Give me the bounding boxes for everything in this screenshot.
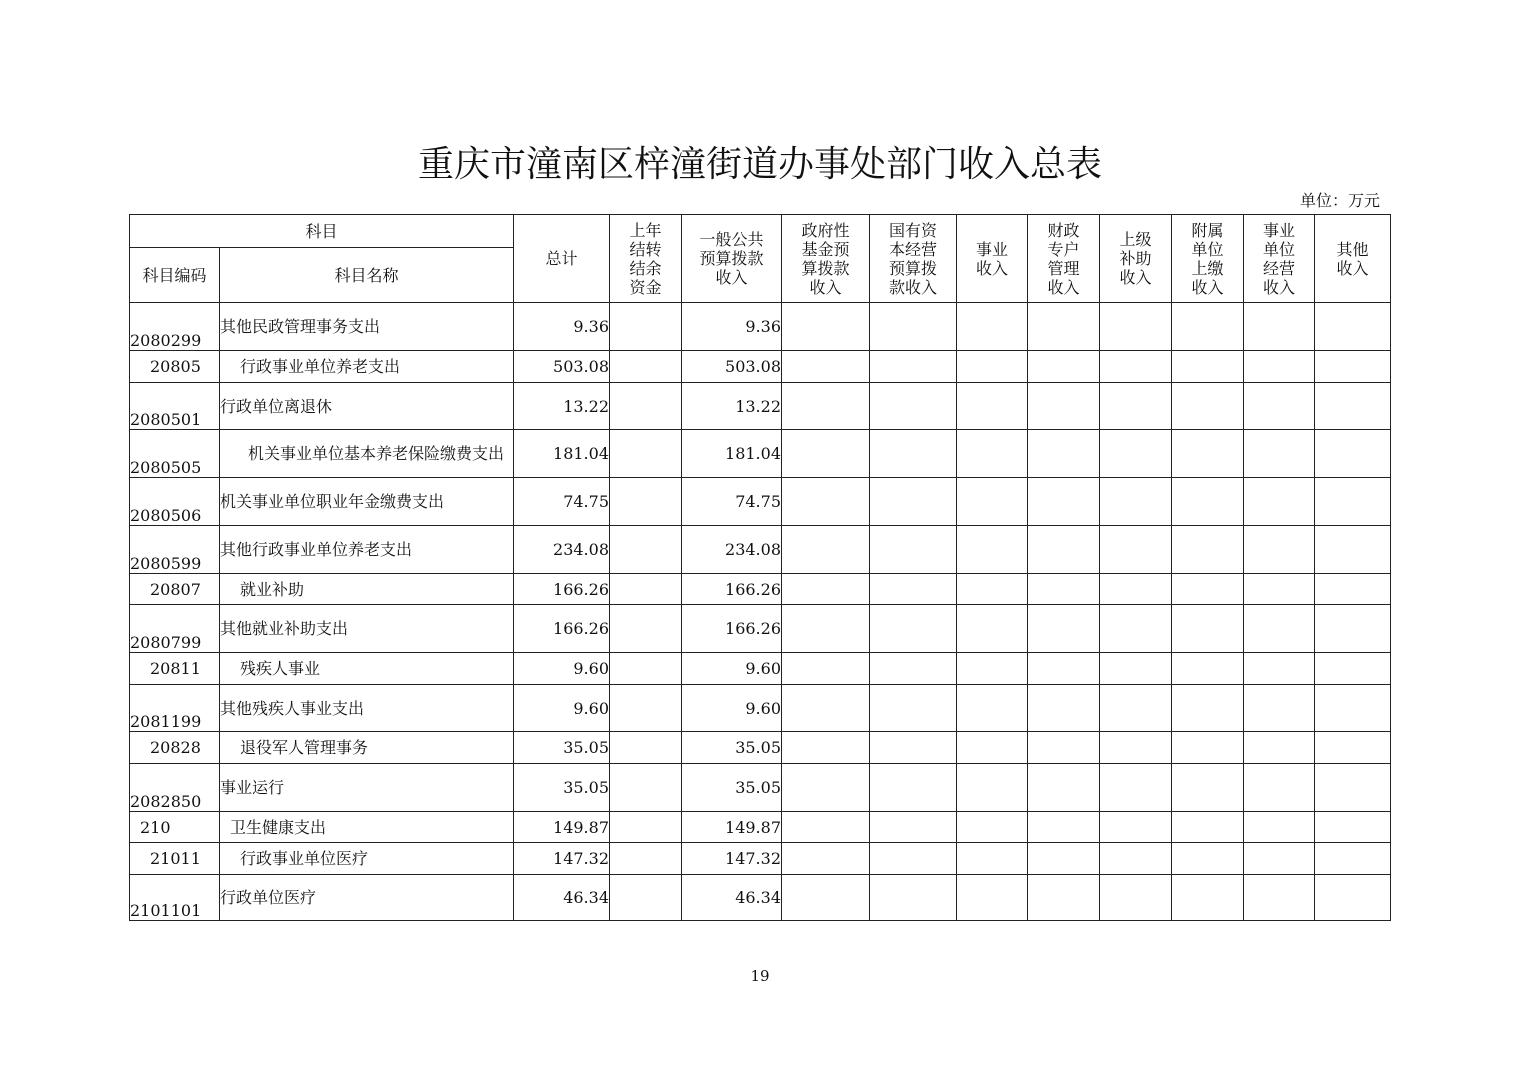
header-general-budget: 一般公共 预算拨款 收入 bbox=[682, 215, 782, 303]
subject-name: 行政单位医疗 bbox=[220, 875, 514, 921]
subject-name: 就业补助 bbox=[220, 574, 514, 605]
general-budget-value: 13.22 bbox=[682, 383, 782, 430]
subject-name: 其他就业补助支出 bbox=[220, 605, 514, 653]
general-budget-value: 9.36 bbox=[682, 303, 782, 351]
subject-name: 其他行政事业单位养老支出 bbox=[220, 526, 514, 574]
subject-code: 20828 bbox=[130, 732, 220, 764]
subject-name: 其他民政管理事务支出 bbox=[220, 303, 514, 351]
subject-code: 2081199 bbox=[130, 685, 220, 732]
general-budget-value: 46.34 bbox=[682, 875, 782, 921]
subject-code: 2080799 bbox=[130, 605, 220, 653]
table-row bbox=[130, 303, 1391, 351]
subject-name: 残疾人事业 bbox=[220, 653, 514, 685]
table-row bbox=[130, 685, 1391, 732]
empty-cell bbox=[610, 605, 682, 653]
total-value: 46.34 bbox=[514, 875, 610, 921]
total-value: 147.32 bbox=[514, 843, 610, 875]
table-row bbox=[130, 430, 1391, 478]
header-subject-group: 科目 bbox=[130, 215, 514, 248]
header-prev-balance: 上年 结转 结余 资金 bbox=[610, 215, 682, 303]
table-row bbox=[130, 843, 1391, 875]
table-row bbox=[130, 478, 1391, 526]
empty-cell bbox=[610, 574, 682, 605]
header-name: 科目名称 bbox=[220, 248, 514, 303]
empty-cell bbox=[610, 875, 682, 921]
empty-cell bbox=[610, 430, 682, 478]
page-title: 重庆市潼南区梓潼街道办事处部门收入总表 bbox=[417, 144, 1102, 185]
header-fiscal-special: 财政 专户 管理 收入 bbox=[1028, 215, 1100, 303]
empty-cell bbox=[610, 383, 682, 430]
general-budget-value: 9.60 bbox=[682, 685, 782, 732]
table-row bbox=[130, 732, 1391, 764]
subject-name: 退役军人管理事务 bbox=[220, 732, 514, 764]
table-row bbox=[130, 605, 1391, 653]
header-total: 总计 bbox=[514, 215, 610, 303]
total-value: 149.87 bbox=[514, 812, 610, 843]
general-budget-value: 234.08 bbox=[682, 526, 782, 574]
general-budget-value: 9.60 bbox=[682, 653, 782, 685]
subject-code: 2080505 bbox=[130, 430, 220, 478]
empty-cell bbox=[610, 764, 682, 812]
header-affiliated-payment: 附属 单位 上缴 收入 bbox=[1172, 215, 1244, 303]
page-number: 19 bbox=[750, 967, 770, 985]
header-other-income: 其他 收入 bbox=[1315, 215, 1391, 303]
table-row bbox=[130, 383, 1391, 430]
income-summary-table bbox=[129, 214, 1391, 921]
general-budget-value: 35.05 bbox=[682, 764, 782, 812]
table-row bbox=[130, 574, 1391, 605]
total-value: 9.36 bbox=[514, 303, 610, 351]
subject-name: 卫生健康支出 bbox=[220, 812, 514, 843]
subject-code: 2101101 bbox=[130, 875, 220, 921]
empty-cell bbox=[610, 478, 682, 526]
header-higher-subsidy: 上级 补助 收入 bbox=[1100, 215, 1172, 303]
empty-cell bbox=[610, 843, 682, 875]
general-budget-value: 149.87 bbox=[682, 812, 782, 843]
subject-code: 2080599 bbox=[130, 526, 220, 574]
subject-name: 行政单位离退休 bbox=[220, 383, 514, 430]
header-gov-fund: 政府性 基金预 算拨款 收入 bbox=[782, 215, 870, 303]
subject-code: 2080506 bbox=[130, 478, 220, 526]
empty-cell bbox=[610, 526, 682, 574]
general-budget-value: 74.75 bbox=[682, 478, 782, 526]
subject-name: 其他残疾人事业支出 bbox=[220, 685, 514, 732]
table-row bbox=[130, 653, 1391, 685]
empty-cell bbox=[610, 303, 682, 351]
header-code: 科目编码 bbox=[130, 248, 220, 303]
subject-code: 20807 bbox=[130, 574, 220, 605]
total-value: 74.75 bbox=[514, 478, 610, 526]
general-budget-value: 166.26 bbox=[682, 574, 782, 605]
table-row bbox=[130, 875, 1391, 921]
general-budget-value: 166.26 bbox=[682, 605, 782, 653]
subject-code: 2080501 bbox=[130, 383, 220, 430]
subject-name: 行政事业单位医疗 bbox=[220, 843, 514, 875]
header-business-income: 事业 收入 bbox=[957, 215, 1028, 303]
header-state-capital: 国有资 本经营 预算拨 款收入 bbox=[870, 215, 957, 303]
total-value: 35.05 bbox=[514, 764, 610, 812]
empty-cell bbox=[610, 351, 682, 383]
general-budget-value: 35.05 bbox=[682, 732, 782, 764]
subject-name: 机关事业单位基本养老保险缴费支出 bbox=[220, 430, 514, 478]
subject-name: 行政事业单位养老支出 bbox=[220, 351, 514, 383]
table-row bbox=[130, 812, 1391, 843]
subject-code: 20811 bbox=[130, 653, 220, 685]
subject-code: 2080299 bbox=[130, 303, 220, 351]
general-budget-value: 503.08 bbox=[682, 351, 782, 383]
total-value: 181.04 bbox=[514, 430, 610, 478]
total-value: 503.08 bbox=[514, 351, 610, 383]
subject-code: 21011 bbox=[130, 843, 220, 875]
subject-code: 210 bbox=[130, 812, 220, 843]
subject-code: 2082850 bbox=[130, 764, 220, 812]
total-value: 9.60 bbox=[514, 653, 610, 685]
total-value: 166.26 bbox=[514, 605, 610, 653]
table-row bbox=[130, 351, 1391, 383]
general-budget-value: 181.04 bbox=[682, 430, 782, 478]
total-value: 13.22 bbox=[514, 383, 610, 430]
total-value: 234.08 bbox=[514, 526, 610, 574]
general-budget-value: 147.32 bbox=[682, 843, 782, 875]
empty-cell bbox=[610, 812, 682, 843]
subject-name: 事业运行 bbox=[220, 764, 514, 812]
total-value: 9.60 bbox=[514, 685, 610, 732]
empty-cell bbox=[610, 685, 682, 732]
empty-cell bbox=[610, 653, 682, 685]
total-value: 166.26 bbox=[514, 574, 610, 605]
table-row bbox=[130, 764, 1391, 812]
table-row bbox=[130, 526, 1391, 574]
unit-label: 单位：万元 bbox=[1299, 191, 1380, 210]
total-value: 35.05 bbox=[514, 732, 610, 764]
header-unit-operation: 事业 单位 经营 收入 bbox=[1244, 215, 1315, 303]
empty-cell bbox=[610, 732, 682, 764]
subject-code: 20805 bbox=[130, 351, 220, 383]
subject-name: 机关事业单位职业年金缴费支出 bbox=[220, 478, 514, 526]
